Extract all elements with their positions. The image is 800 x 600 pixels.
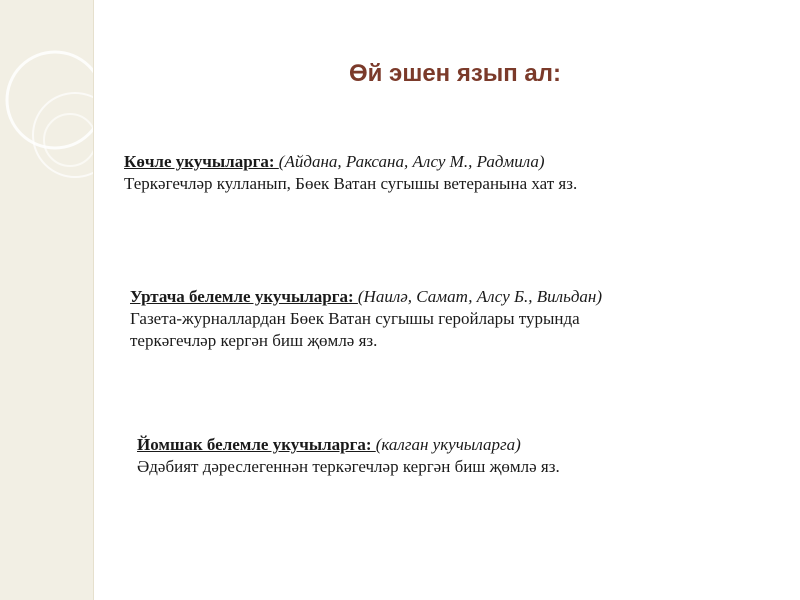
decorative-circles bbox=[0, 0, 93, 600]
group-medium-task-line-1: Газета-журналлардан Бөек Ватан сугышы геройлары турында bbox=[130, 309, 580, 328]
group-strong-heading: Көчле укучыларга: bbox=[124, 152, 279, 171]
decorative-circle-small bbox=[44, 114, 93, 166]
group-weak-task-line: Әдәбият дәреслегеннән теркәгечләр кергән биш җөмлә яз. bbox=[137, 457, 560, 476]
group-medium-heading: Уртача белемле укучыларга: bbox=[130, 287, 358, 306]
group-medium-header-line bbox=[130, 286, 770, 308]
group-weak-header-line bbox=[137, 434, 777, 456]
group-weak-names: (калган укучыларга) bbox=[375, 435, 521, 454]
group-strong bbox=[124, 151, 764, 195]
group-medium-names: (Наилә, Самат, Алсу Б., Вильдан) bbox=[357, 287, 603, 306]
group-weak bbox=[137, 434, 777, 478]
group-medium bbox=[130, 286, 770, 352]
slide-title: Өй эшен язып ал: bbox=[348, 60, 562, 87]
group-strong-names: (Айдана, Раксана, Алсу М., Радмила) bbox=[278, 152, 545, 171]
group-strong-task-line: Теркәгечләр кулланып, Бөек Ватан сугышы ветеранына хат яз. bbox=[124, 174, 578, 193]
decorative-sidebar bbox=[0, 0, 94, 600]
group-weak-heading: Йомшак белемле укучыларга: bbox=[137, 435, 376, 454]
group-medium-task-line-2: теркәгечләр кергән биш җөмлә яз. bbox=[130, 331, 378, 350]
group-strong-header-line bbox=[124, 151, 764, 173]
